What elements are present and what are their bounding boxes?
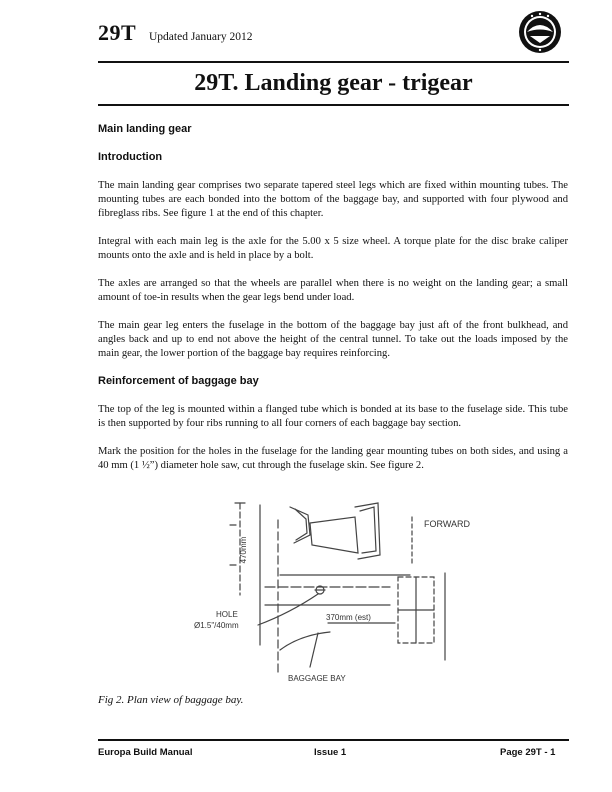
title-rule — [98, 104, 569, 106]
paragraph-intro: The main landing gear comprises two separate tapered steel legs which are fixed within mounting tubes. The mounting tubes are each bonded into the bottom of the baggage bay, and supported with four plywood and fibreglass ribs. See figure 1 at the end of this chapter. — [98, 180, 568, 219]
paragraph-toe-in: The axles are arranged so that the wheels are parallel when there is no weight on the landing gear; a small amount of toe-in results when the gear legs bend under load. — [98, 278, 568, 303]
paragraph-axle: Integral with each main leg is the axle for the 5.00 x 5 size wheel. A torque plate for the disc brake caliper mounts onto the axle and is held in place by a bolt. — [98, 236, 568, 261]
main-landing-gear-heading: Main landing gear — [98, 123, 192, 135]
hole-label: HOLE — [216, 610, 238, 619]
offset-label: 370mm (est) — [326, 613, 371, 622]
footer-issue: Issue 1 — [314, 747, 347, 758]
dimension-label: 470mm — [239, 536, 248, 564]
europa-roundel-logo-icon — [518, 10, 562, 54]
paragraph-gear-leg: The main gear leg enters the fuselage in the bottom of the baggage bay just aft of the front bulkhead, and angles back and up to end not above the height of the central tunnel. To take out the loads imposed by the main gear, the lower portion of the baggage bay requires reinforcing. — [98, 320, 568, 359]
baggage-bay-plan-figure — [180, 495, 485, 687]
paragraph-hole-saw: Mark the position for the holes in the fuselage for the landing gear mounting tubes on both sides, and using a 40 mm (1 ½”) diameter hole saw, cut through the fuselage skin. See figure 2. — [98, 446, 568, 471]
footer-page-number: Page 29T - 1 — [500, 747, 556, 758]
paragraph-flanged-tube: The top of the leg is mounted within a flanged tube which is bonded at its base to the fuselage side. This tube is then supported by four ribs running to all four corners of each baggage bay section. — [98, 404, 568, 429]
baggage-bay-label: BAGGAGE BAY — [288, 674, 346, 683]
footer-rule — [98, 739, 569, 741]
introduction-heading: Introduction — [98, 151, 163, 163]
page-title: 29T. Landing gear - trigear — [194, 70, 473, 96]
updated-date: Updated January 2012 — [149, 31, 253, 43]
reinforcement-heading: Reinforcement of baggage bay — [98, 375, 259, 387]
hole-diameter-label: Ø1.5"/40mm — [194, 621, 239, 630]
chapter-number: 29T — [98, 20, 137, 45]
header-rule — [98, 61, 569, 63]
figure-caption: Fig 2. Plan view of baggage bay. — [98, 694, 244, 706]
footer-manual: Europa Build Manual — [98, 747, 193, 758]
forward-label: FORWARD — [424, 519, 470, 529]
